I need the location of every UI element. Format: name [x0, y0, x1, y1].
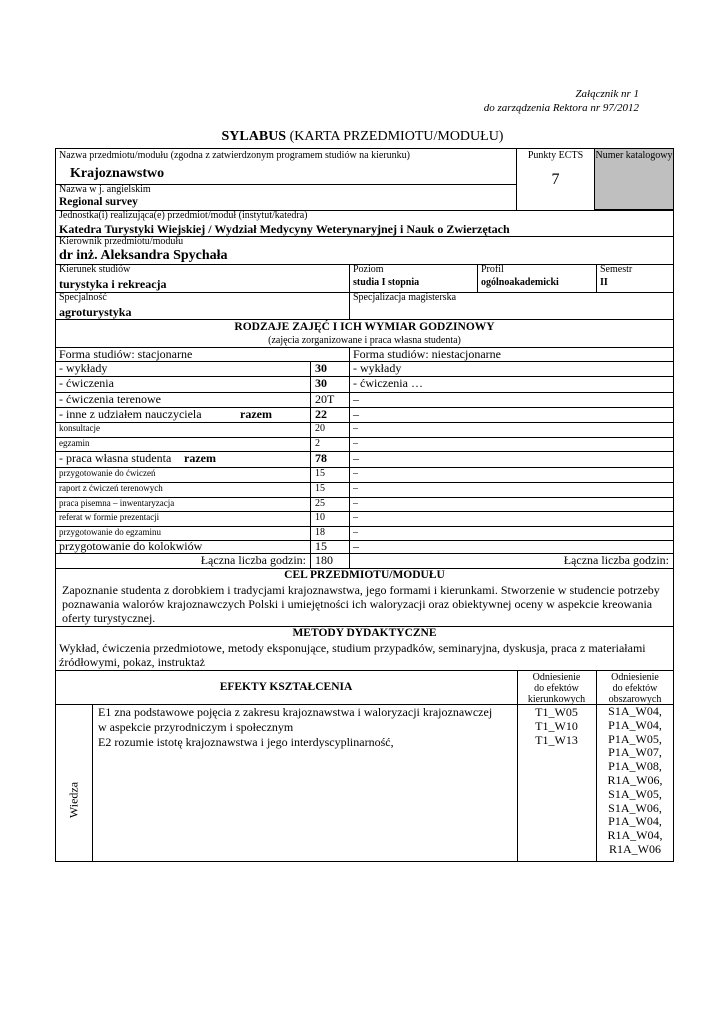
field-label: Kierunek studiów: [59, 264, 131, 275]
master-spec-label: Specjalizacja magisterska: [353, 292, 457, 303]
directional-header-line: do efektów: [534, 683, 579, 694]
unit-label: Jednostka(i) realizująca(e) przedmiot/moduł (instytut/katedra): [59, 210, 308, 221]
area-ref: S1A_W06,: [608, 800, 662, 815]
form-stationary: Forma studiów: stacjonarne: [59, 347, 193, 361]
directional-header-line: kierunkowych: [527, 694, 586, 705]
goal-title: CEL PRZEDMIOTU/MODUŁU: [284, 569, 445, 581]
directional-ref: T1_W13: [535, 733, 578, 747]
hours-row-label: raport z ćwiczeń terenowych: [59, 483, 163, 493]
hours-row-value: 18: [315, 526, 325, 538]
hours-row-value: 30: [315, 376, 327, 390]
catalog-label: Numer katalogowy: [595, 150, 673, 161]
directional-ref: T1_W10: [535, 719, 578, 733]
ects-label: Punkty ECTS: [527, 150, 584, 161]
page-title: [0, 129, 725, 145]
semester-value: II: [600, 277, 608, 288]
area-ref: P1A_W08,: [608, 759, 662, 774]
hours-row-nonstationary: –: [353, 423, 358, 434]
semester-label: Semestr: [600, 264, 633, 275]
hours-row-label: referat w formie prezentacji: [59, 512, 160, 522]
attachment-line1: Załącznik nr 1: [575, 88, 639, 100]
area-ref: P1A_W05,: [608, 731, 662, 746]
hours-row-nonstationary: –: [353, 468, 358, 479]
area-ref: S1A_W04,: [608, 704, 662, 718]
total-right-label: Łączna liczba godzin:: [563, 553, 669, 567]
title-rest: (KARTA PRZEDMIOTU/MODUŁU): [286, 129, 504, 144]
hours-row-value: 30: [315, 360, 327, 375]
hours-row-label: przygotowanie do ćwiczeń: [59, 468, 156, 478]
directional-list: [517, 705, 596, 747]
spec-value: agroturystyka: [59, 305, 132, 319]
hours-row-nonstationary: –: [353, 406, 359, 421]
effect-line: w aspekcie przyrodniczym i społecznym: [98, 720, 294, 734]
methods-title: METODY DYDAKTYCZNE: [292, 627, 437, 639]
head-name: dr inż. Aleksandra Spychała: [59, 248, 228, 263]
head-label: Kierownik przedmiotu/modułu: [59, 236, 184, 247]
effects-directional-header: [517, 672, 596, 705]
hours-row-value: 25: [315, 497, 325, 509]
hours-row-nonstationary: - wykłady: [353, 360, 402, 375]
hours-row-label: egzamin: [59, 437, 90, 448]
area-ref: R1A_W04,: [607, 828, 663, 843]
hours-row-label: przygotowanie do kolokwiów: [59, 538, 203, 553]
hours-row-label: - wykłady: [59, 360, 108, 375]
hours-row-value: 2: [315, 437, 320, 449]
english-name-label: Nazwa w j. angielskim: [59, 184, 151, 195]
goal-text: Zapoznanie studenta z dorobkiem i tradycjami krajoznawstwa, jego formami i kierunkami. Stworzenie w studencie potrzeby poznawania walorów krajoznawczych Polski i umiejętności ich waloryzacji oraz obiektywnej oceny w aspekcie kreowania oferty turystycznej.: [62, 583, 660, 625]
area-ref: R1A_W06: [609, 841, 661, 856]
hours-row-value: 15: [315, 468, 325, 479]
area-header-line: obszarowych: [608, 694, 662, 705]
hours-row-label: - ćwiczenia: [59, 376, 114, 390]
hours-row-nonstationary: - ćwiczenia …: [353, 376, 423, 390]
methods-text: Wykład, ćwiczenia przedmiotowe, metody eksponujące, studium przypadków, seminaryjna, dyskusja, praca z materiałami źródłowymi, pokaz, instruktaż: [59, 641, 646, 669]
hours-row-nonstationary: –: [353, 437, 358, 449]
level-label: Poziom: [353, 264, 384, 275]
english-name: Regional survey: [59, 196, 138, 208]
area-ref: P1A_W04,: [608, 717, 662, 732]
hours-row-label: konsultacje: [59, 423, 100, 433]
field-value: turystyka i rekreacja: [59, 277, 167, 291]
area-ref: R1A_W06,: [607, 772, 663, 787]
area-header-line: do efektów: [612, 683, 658, 694]
directional-ref: T1_W05: [535, 705, 578, 719]
directional-header-line: Odniesienie: [532, 672, 581, 683]
ects-value: 7: [551, 171, 560, 188]
hours-row-value: 20: [315, 423, 325, 434]
hours-row-value: 15: [315, 538, 327, 553]
profile-label: Profil: [481, 264, 504, 275]
category-wiedza: Wiedza: [66, 781, 81, 819]
attachment-note: [484, 87, 639, 115]
hours-row-nonstationary: –: [353, 526, 358, 538]
unit-name: Katedra Turystyki Wiejskiej / Wydział Medycyny Weterynaryjnej i Nauk o Zwierzętach: [59, 222, 510, 236]
level-value: studia I stopnia: [353, 277, 420, 288]
hours-row-value: 10: [315, 512, 325, 523]
area-ref: S1A_W05,: [608, 786, 662, 801]
form-nonstationary: Forma studiów: niestacjonarne: [353, 347, 501, 361]
hours-row-label: - praca własna studenta: [59, 451, 172, 465]
hours-row-razem: razem: [240, 406, 272, 421]
hours-row-value: 22: [315, 406, 327, 421]
attachment-line2: do zarządzenia Rektora nr 97/2012: [483, 102, 639, 114]
effect-line: E2 rozumie istotę krajoznawstwa i jego interdyscyplinarność,: [98, 735, 394, 749]
hours-row-value: 20T: [315, 391, 335, 406]
hours-row-nonstationary: –: [353, 483, 358, 494]
area-ref: P1A_W04,: [608, 814, 662, 829]
hours-row-nonstationary: –: [353, 497, 358, 509]
hours-row-nonstationary: –: [353, 538, 359, 553]
total-label: Łączna liczba godzin:: [200, 553, 306, 567]
spec-label: Specjalność: [59, 292, 107, 303]
area-list: [596, 705, 674, 857]
hours-title: RODZAJE ZAJĘĆ I ICH WYMIAR GODZINOWY: [234, 321, 495, 333]
total-value: 180: [315, 553, 333, 567]
title-bold: SYLABUS: [221, 129, 287, 144]
course-name: Krajoznawstwo: [70, 166, 165, 181]
area-ref: P1A_W07,: [608, 745, 662, 760]
hours-subtitle: (zajęcia zorganizowane i praca własna studenta): [268, 335, 461, 346]
hours-row-razem: razem: [184, 451, 216, 465]
hours-row-nonstationary: –: [353, 512, 358, 523]
effects-text: [98, 705, 492, 750]
profile-value: ogólnoakademicki: [481, 277, 559, 288]
effects-area-header: [596, 672, 674, 705]
row-divider: [55, 437, 674, 438]
hours-row-label: - ćwiczenia terenowe: [59, 391, 161, 406]
course-name-label: Nazwa przedmiotu/modułu (zgodna z zatwierdzonym programem studiów na kierunku): [59, 150, 411, 161]
hours-row-nonstationary: –: [353, 391, 359, 406]
hours-row-value: 78: [315, 451, 327, 465]
hours-row-label: - inne z udziałem nauczyciela: [59, 406, 202, 421]
effect-line: E1 zna podstawowe pojęcia z zakresu krajoznawstwa i waloryzacji krajoznawczej: [98, 705, 493, 719]
hours-row-label: praca pisemna – inwentaryzacja: [59, 497, 175, 508]
hours-row-value: 15: [315, 483, 325, 494]
row-divider: [55, 422, 674, 423]
area-header-line: Odniesienie: [611, 672, 659, 683]
hours-row-label: przygotowanie do egzaminu: [59, 526, 161, 537]
effects-title: EFEKTY KSZTAŁCENIA: [219, 681, 353, 693]
hours-row-nonstationary: –: [353, 451, 359, 465]
